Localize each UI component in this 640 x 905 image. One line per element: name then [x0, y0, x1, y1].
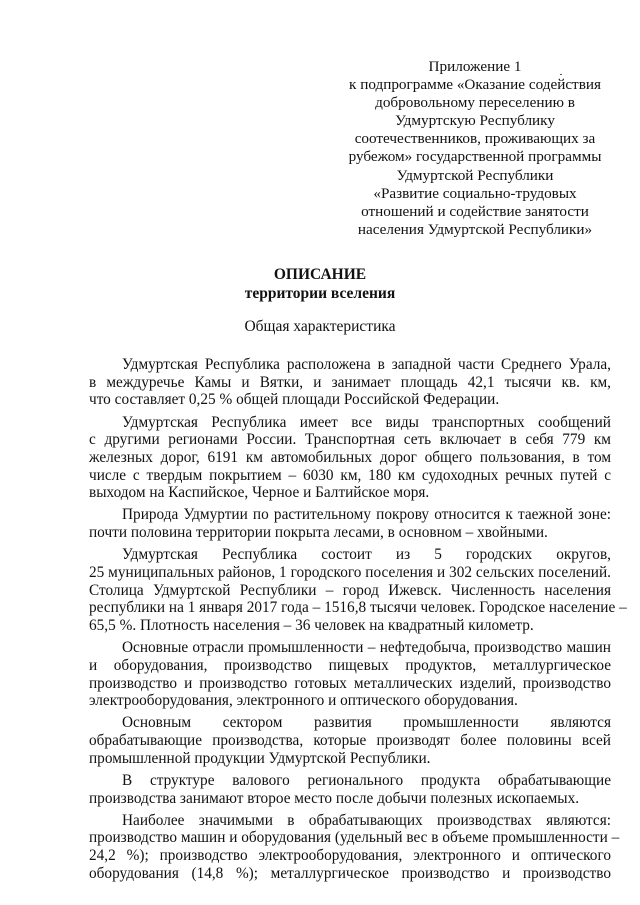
paragraph-line: 65,5 %. Плотность населения – 36 человек на квадратный километр.	[89, 617, 534, 635]
paragraph-line: почти половина территории покрыта лесами, в основном – хвойными.	[89, 524, 548, 542]
body-paragraph	[89, 772, 611, 807]
appendix-line: добровольному переселению в	[375, 94, 575, 112]
paragraph-line: производства занимают второе место после добычи полезных ископаемых.	[89, 789, 580, 807]
paragraph-line: Основным сектором развития промышленности являются	[122, 714, 611, 732]
body-paragraph	[89, 506, 611, 541]
paragraph-line: и оборудования, производство пищевых продуктов, металлургическое	[89, 656, 611, 674]
paragraph-line: числе с твердым покрытием – 6030 км, 180 км судоходных речных путей с	[89, 466, 611, 484]
paragraph-line: электрооборудования, электронного и оптического оборудования.	[89, 692, 518, 710]
paragraph-line: 25 муниципальных районов, 1 городского поселения и 302 сельских поселений.	[89, 563, 611, 581]
paragraph-line: Удмуртская Республика расположена в западной части Среднего Урала,	[122, 356, 611, 373]
paragraph-line: обрабатывающие производства, которые производят более половины всей	[89, 732, 611, 750]
appendix-line: отношений и содействие занятости	[361, 202, 589, 220]
document-body	[89, 356, 627, 882]
appendix-line: Удмуртской Республики	[396, 166, 554, 184]
appendix-line: населения Удмуртской Республики»	[357, 220, 593, 238]
appendix-header	[340, 58, 610, 239]
body-paragraph	[89, 714, 611, 767]
paragraph-line: железных дорог, 6191 км автомобильных дорог общего пользования, в том	[89, 448, 611, 466]
appendix-line: Удмуртскую Республику	[395, 112, 555, 130]
paragraph-line: Природа Удмуртии по растительному покрову относится к таежной зоне:	[122, 506, 611, 524]
appendix-line: рубежом» государственной программы	[348, 148, 602, 166]
paragraph-line: Удмуртская Республика имеет все виды транспортных сообщений	[122, 413, 611, 431]
paragraph-line: Столица Удмуртской Республики – город Ижевск. Численность населения	[89, 581, 611, 599]
paragraph-line: в междуречье Камы и Вятки, и занимает площадь 42,1 тысячи кв. км,	[89, 373, 611, 391]
paragraph-line: В структуре валового регионального продукта обрабатывающие	[122, 771, 611, 789]
body-paragraph	[89, 414, 611, 503]
body-paragraph	[89, 639, 611, 710]
document-title: ОПИСАНИЕ	[273, 266, 367, 283]
document-subtitle: территории вселения	[244, 285, 396, 302]
paragraph-line: выходом на Каспийское, Черное и Балтийское моря.	[89, 484, 430, 502]
paragraph-line: оборудования (14,8 %); металлургическое производство и производство	[89, 864, 611, 882]
paragraph-line: 24,2 %); производство электрооборудования, электронного и оптического	[89, 847, 611, 865]
appendix-line: к подпрограмме «Оказание содействия	[349, 76, 601, 94]
paragraph-line: производство и производство готовых металлических изделий, производство	[89, 674, 611, 692]
appendix-line: соотечественников, проживающих за	[354, 130, 596, 148]
paragraph-line: что составляет 0,25 % общей площади Российской Федерации.	[89, 391, 500, 409]
body-paragraph	[89, 356, 611, 409]
paragraph-line: Основные отрасли промышленности – нефтедобыча, производство машин	[122, 639, 611, 657]
appendix-line: «Развитие социально-трудовых	[373, 184, 577, 202]
section-heading: Общая характеристика	[244, 318, 396, 335]
body-paragraph	[89, 811, 620, 883]
paragraph-line: Наиболее значимыми в обрабатывающих производствах являются:	[122, 811, 611, 829]
paragraph-line: промышленной продукции Удмуртской Республики.	[89, 749, 431, 767]
appendix-line: Приложение 1	[428, 58, 522, 75]
paragraph-line: производство машин и оборудования (удельный вес в объеме промышленности –	[89, 829, 620, 847]
paragraph-line: республики на 1 января 2017 года – 1516,8 тысячи человек. Городское население –	[89, 599, 627, 617]
paragraph-line: Удмуртская Республика состоит из 5 городских округов,	[122, 546, 611, 564]
body-paragraph	[89, 546, 627, 635]
paragraph-line: с другими регионами России. Транспортная сеть включает в себя 779 км	[89, 431, 611, 449]
